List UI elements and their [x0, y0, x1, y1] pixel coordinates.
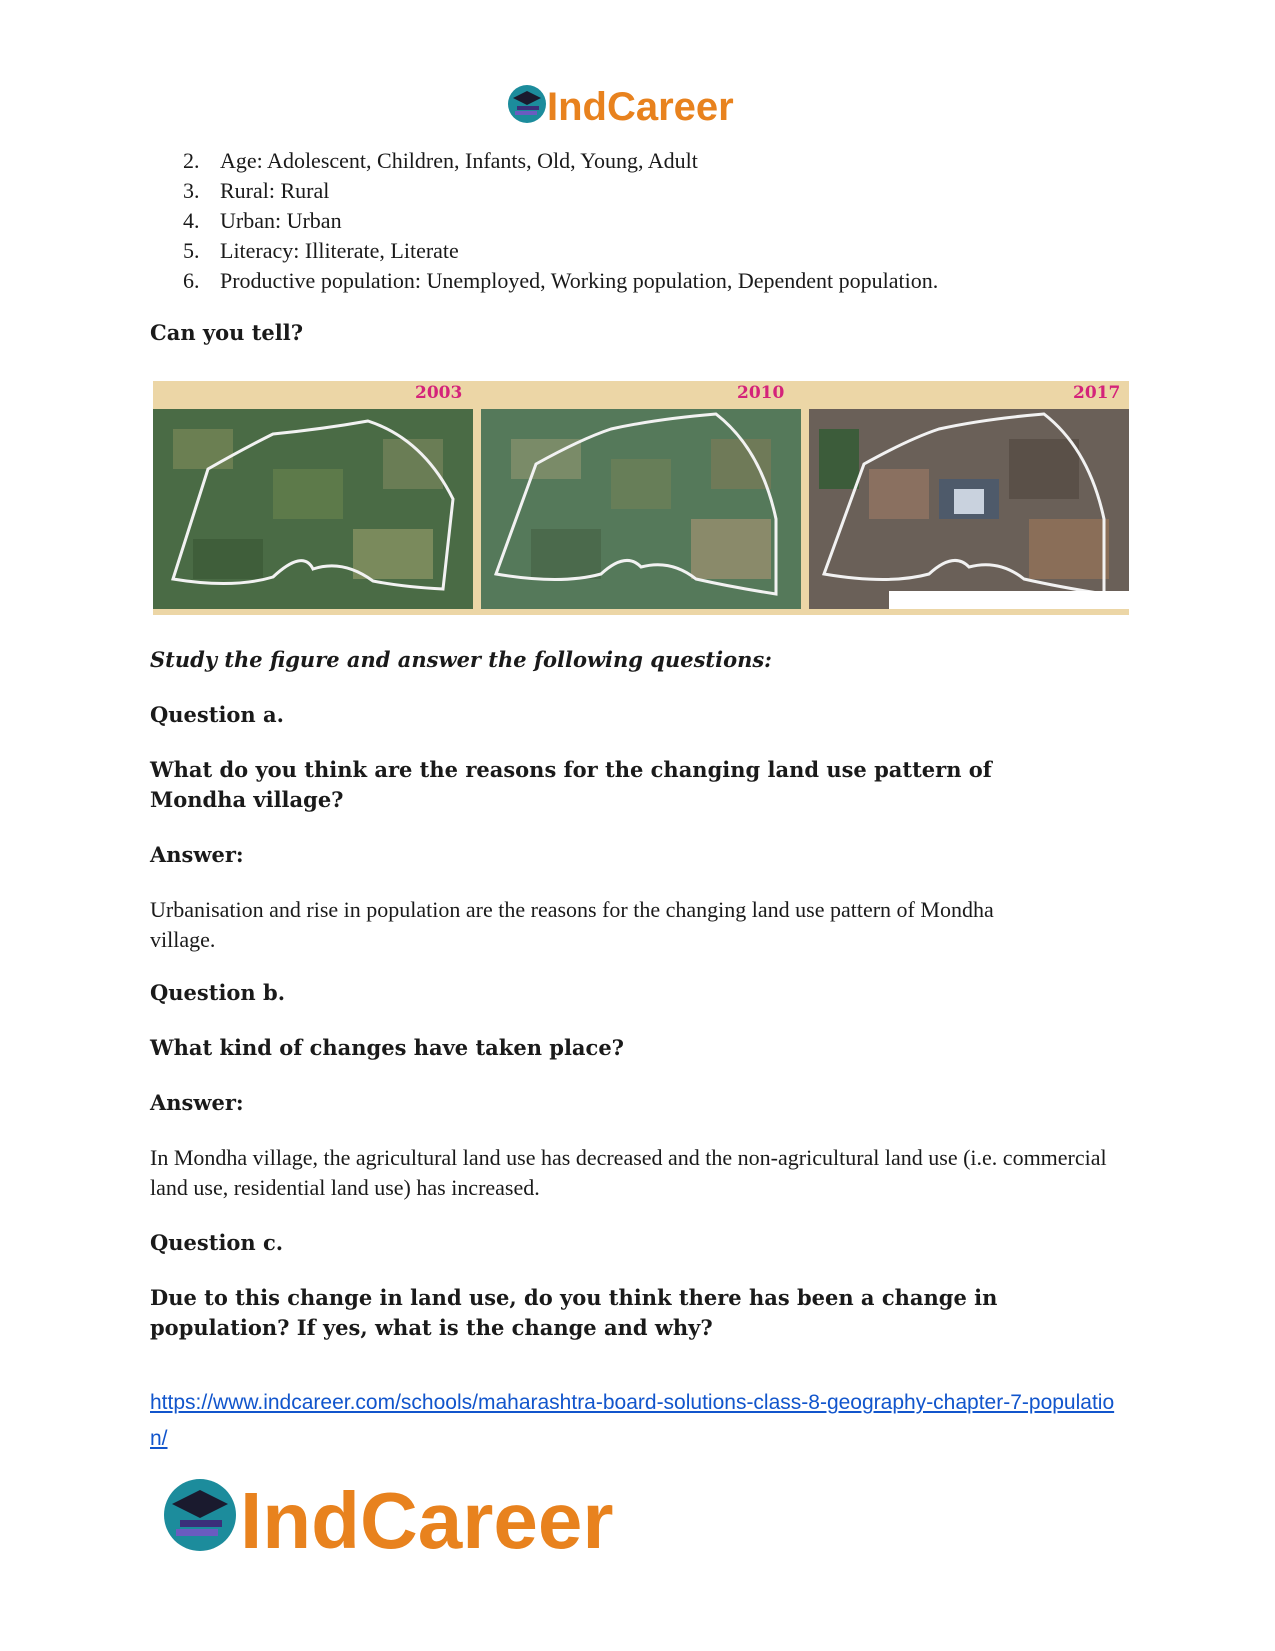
year-label-2010: 2010 [737, 383, 785, 403]
list-item: 5. Literacy: Illiterate, Literate [183, 238, 459, 263]
header-logo [505, 80, 775, 128]
list-item: 3. Rural: Rural [183, 178, 330, 203]
land-use-figure [153, 381, 1129, 615]
answer-label: Answer: [150, 1090, 244, 1115]
answer-label: Answer: [150, 842, 244, 867]
question-c-text: Due to this change in land use, do you think there has been a change in population? If yes, what is the change and why? [150, 1285, 998, 1340]
footer-logo [160, 1470, 700, 1560]
answer-a-text: Urbanisation and rise in population are the reasons for the changing land use pattern of Mondha village. [150, 897, 994, 952]
list-item: 4. Urban: Urban [183, 208, 342, 233]
answer-b-text: In Mondha village, the agricultural land use has decreased and the non-agricultural land use (i.e. commercial land use, residential land use) has increased. [150, 1145, 1107, 1200]
satellite-map-2017 [809, 409, 1129, 609]
study-prompt: Study the figure and answer the following questions: [150, 647, 772, 672]
satellite-map-2003 [153, 409, 473, 609]
list-item: 6. Productive population: Unemployed, Working population, Dependent population. [183, 268, 939, 293]
question-b-label: Question b. [150, 980, 286, 1005]
question-c-label: Question c. [150, 1230, 284, 1255]
year-label-2017: 2017 [1073, 383, 1121, 403]
question-b-text: What kind of changes have taken place? [150, 1035, 624, 1060]
satellite-map-2010 [481, 409, 801, 609]
source-link[interactable]: https://www.indcareer.com/schools/maharashtra-board-solutions-class-8-geography-chapter-7-population/ [150, 1391, 1115, 1450]
question-a-label: Question a. [150, 702, 284, 727]
population-list [183, 146, 938, 296]
section-heading: Can you tell? [150, 320, 304, 345]
header-logo-text: IndCareer [547, 85, 734, 128]
year-label-2003: 2003 [415, 383, 463, 403]
question-a-text: What do you think are the reasons for the changing land use pattern of Mondha village? [150, 757, 992, 812]
list-item: 2. Age: Adolescent, Children, Infants, Old, Young, Adult [183, 148, 698, 173]
footer-logo-text: IndCareer [240, 1476, 614, 1560]
